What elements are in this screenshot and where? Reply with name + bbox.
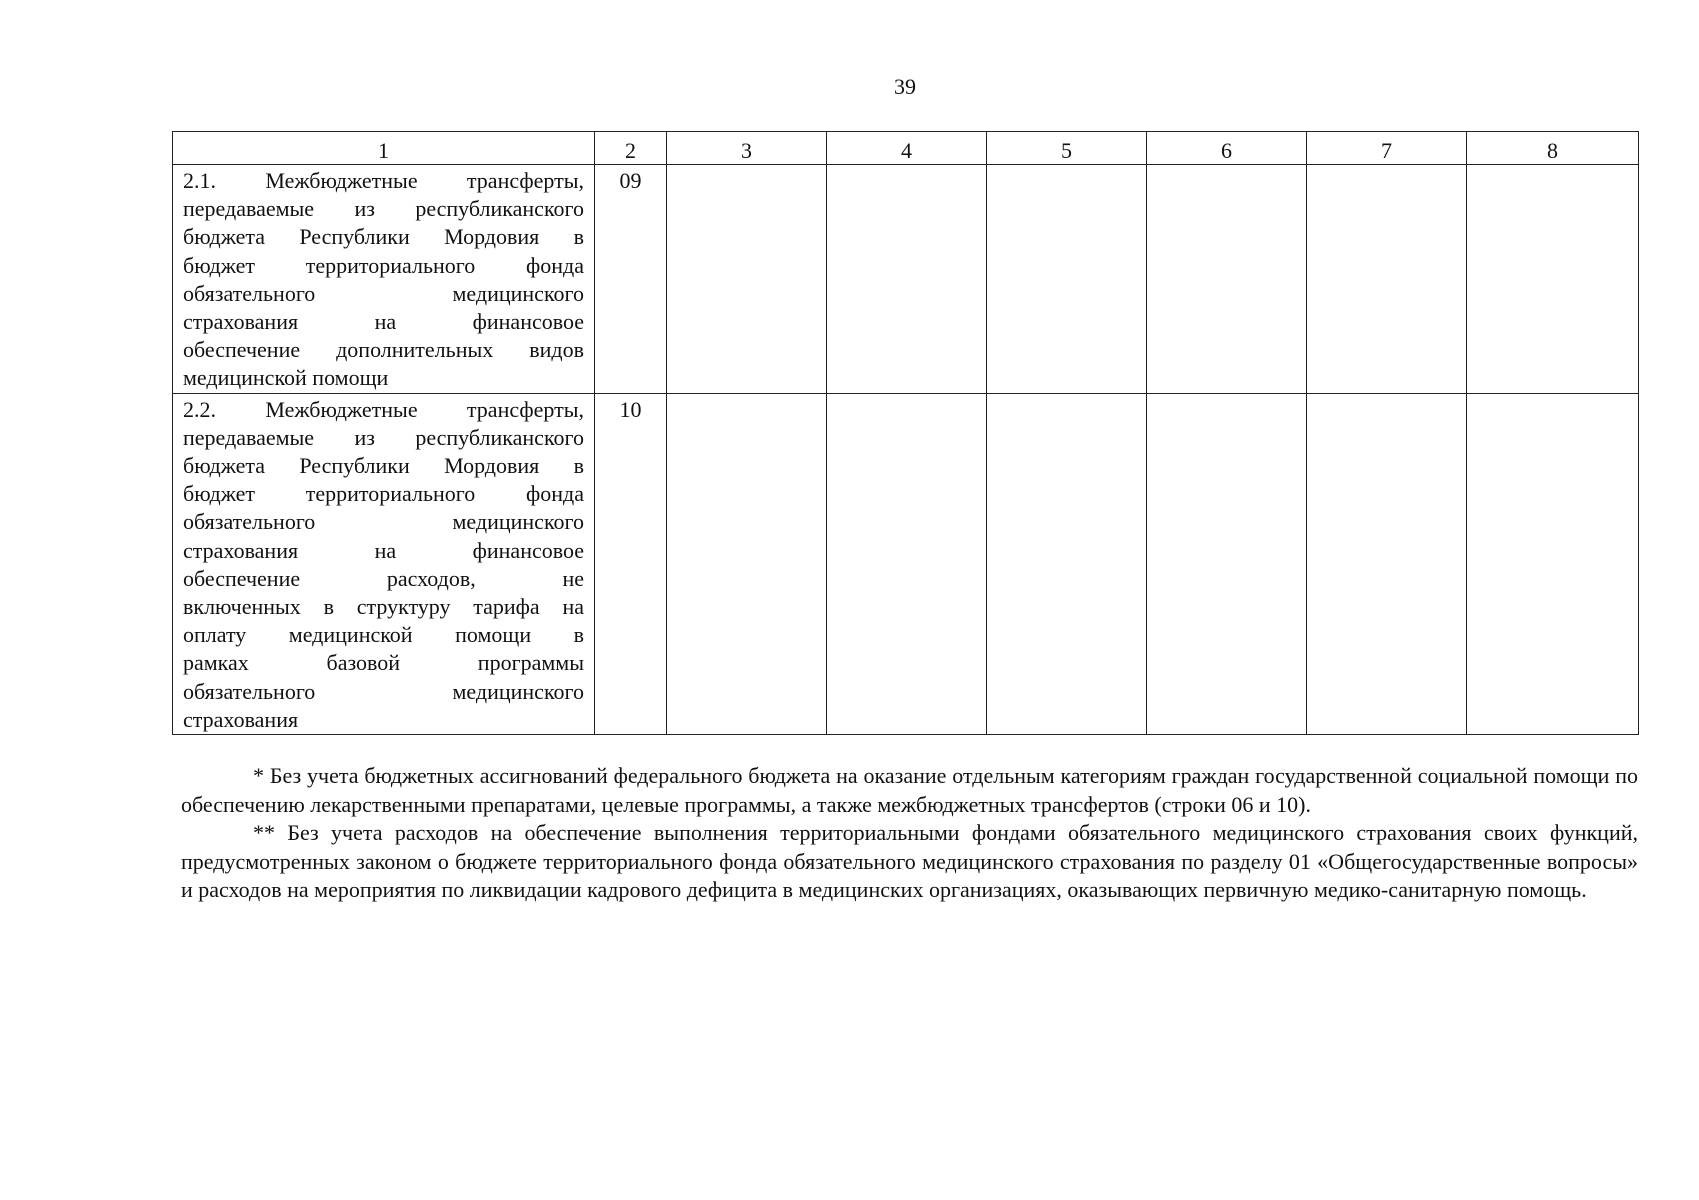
description-line: бюджет территориального фонда (183, 481, 584, 507)
description-line: страхования (183, 706, 299, 732)
value-cell (1467, 165, 1639, 394)
column-header: 8 (1467, 132, 1639, 165)
description-line: страхования на финансовое (183, 537, 584, 563)
description-line: страхования на финансовое (183, 309, 584, 335)
description-line: оплату медицинской помощи в (183, 622, 584, 648)
column-header: 5 (987, 132, 1147, 165)
description-line: обязательного медицинского (183, 509, 584, 535)
footnote-double-asterisk: ** Без учета расходов на обеспечение выполнения территориальными фондами обязательного медицинского страхования своих функций, предусмотренных законом о бюджете территориального фонда обязательного медицинского страхования по разделу 01 «Общегосударственные вопросы» и расходов на мероприятия по ликвидации кадрового дефицита в медицинских организациях, оказывающих первичную медико-санитарную помощь. (181, 820, 1638, 902)
row-description (173, 165, 595, 394)
description-line: рамках базовой программы (183, 650, 584, 676)
value-cell (1307, 165, 1467, 394)
row-description (173, 393, 595, 734)
row-code: 09 (595, 165, 667, 394)
description-line: бюджет территориального фонда (183, 252, 584, 278)
value-cell (827, 165, 987, 394)
value-cell (667, 165, 827, 394)
description-line: 2.1. Межбюджетные трансферты, (183, 168, 584, 193)
table-header-row (173, 132, 1639, 165)
value-cell (1147, 165, 1307, 394)
budget-table (172, 131, 1639, 735)
description-line: передаваемые из республиканского (183, 424, 584, 450)
description-line: обеспечение дополнительных видов (183, 337, 584, 363)
value-cell (1147, 393, 1307, 734)
description-line: передаваемые из республиканского (183, 196, 584, 222)
description-line: включенных в структуру тарифа на (183, 594, 584, 620)
column-header: 4 (827, 132, 987, 165)
value-cell (827, 393, 987, 734)
description-line: бюджета Республики Мордовия в (183, 224, 584, 250)
column-header: 3 (667, 132, 827, 165)
value-cell (1307, 393, 1467, 734)
column-header: 1 (173, 132, 595, 165)
description-line: медицинской помощи (183, 365, 389, 391)
page-number: 39 (894, 74, 916, 99)
value-cell (667, 393, 827, 734)
description-line: 2.2. Межбюджетные трансферты, (183, 396, 584, 422)
footnotes (181, 762, 1638, 905)
footnote-single-asterisk: * Без учета бюджетных ассигнований федерального бюджета на оказание отдельным категориям граждан государственной социальной помощи по обеспечению лекарственными препаратами, целевые программы, а также межбюджетных трансфертов (строки 06 и 10). (181, 763, 1638, 817)
row-code: 10 (595, 393, 667, 734)
value-cell (987, 165, 1147, 394)
value-cell (1467, 393, 1639, 734)
table-row (173, 165, 1639, 394)
description-line: обязательного медицинского (183, 678, 584, 704)
description-line: бюджета Республики Мордовия в (183, 453, 584, 479)
column-header: 2 (595, 132, 667, 165)
table-row (173, 393, 1639, 734)
column-header: 6 (1147, 132, 1307, 165)
column-header: 7 (1307, 132, 1467, 165)
value-cell (987, 393, 1147, 734)
description-line: обеспечение расходов, не (183, 565, 584, 591)
description-line: обязательного медицинского (183, 280, 584, 306)
